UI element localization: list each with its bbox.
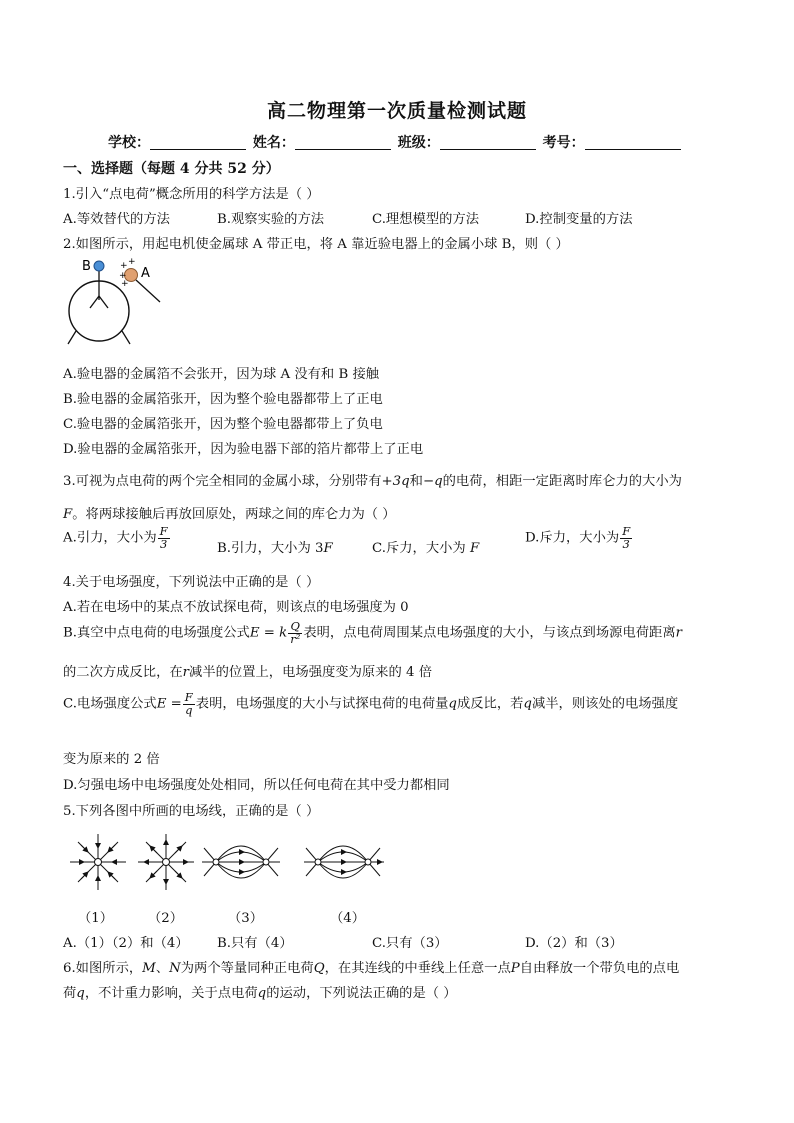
q1-stem: 1.引入“点电荷”概念所用的科学方法是（ ） <box>63 187 320 202</box>
q6-q: q <box>76 986 85 1001</box>
q6-t3: ，在其连线的中垂线上任意一点 <box>324 961 511 976</box>
q6-P: P <box>510 961 520 976</box>
q5-label-4: （4） <box>330 911 366 926</box>
section-heading: 一、选择题（每题 4 分共 52 分） <box>63 161 280 177</box>
q5-label-1: （1） <box>78 911 114 926</box>
q4-c-q2: q <box>523 696 532 712</box>
q3-option-b-f: F <box>323 541 333 556</box>
q4-stem: 4.关于电场强度，下列说法中正确的是（ ） <box>63 575 320 590</box>
class-label: 班级： <box>397 135 440 151</box>
q3-charge-plus: +3q <box>381 474 410 489</box>
q1-option-a: A.等效替代的方法 <box>63 212 170 227</box>
q2-option-a: A.验电器的金属箔不会张开，因为球 A 没有和 B 接触 <box>63 367 380 382</box>
student-info-line <box>108 132 683 152</box>
fraction-f-over-q <box>183 692 195 716</box>
q3-option-d-text: D.斥力，大小为 <box>525 530 620 546</box>
q5-option-a: A.（1）（2）和（4） <box>63 936 189 951</box>
q4-c-text4: 减半，则该处的电场强度 <box>531 696 679 712</box>
q4-c-num: F <box>184 690 193 704</box>
class-blank[interactable] <box>440 135 536 150</box>
q4-b-l2a: 的二次方成反比，在 <box>63 665 183 680</box>
q6-t4: 自由释放一个带负电的点电 <box>519 961 680 976</box>
q1-option-d: D.控制变量的方法 <box>525 212 633 227</box>
q3-text-e: 的电荷，相距一定距离时库仑力的大小为 <box>442 474 682 489</box>
q6-t2: 为两个等量同种正电荷 <box>180 961 314 976</box>
q4-b-text2: 表明，点电荷周围某点电场强度的大小，与该点到场源电荷距离 <box>303 625 676 641</box>
field-diagram-2 <box>138 834 194 890</box>
q6-sep: 、 <box>155 961 170 976</box>
svg-text:+: + <box>120 261 128 271</box>
q4-b-formula: E = k <box>249 625 288 641</box>
q6-n: N <box>169 961 181 976</box>
q3-text-c: 和 <box>409 474 423 489</box>
q4-c-q: q <box>448 696 457 712</box>
q2-option-b: B.验电器的金属箔张开，因为整个验电器都带上了正电 <box>63 392 383 407</box>
frac-den-d: 3 <box>622 536 630 551</box>
electroscope-figure <box>62 256 172 352</box>
name-label: 姓名： <box>252 135 295 151</box>
q3-text-a: 3.可视为点电荷的两个完全相同的金属小球，分别带有 <box>63 474 382 489</box>
q5-label-2: （2） <box>148 911 184 926</box>
q5-option-c: C.只有（3） <box>372 936 448 951</box>
q4-option-c-line2: 变为原来的 2 倍 <box>63 752 160 767</box>
label-a: A <box>141 266 150 281</box>
q6-t1: 6.如图所示， <box>63 961 143 976</box>
q4-c-text3: 成反比，若 <box>456 696 524 712</box>
q4-option-d: D.匀强电场中电场强度处处相同，所以任何电荷在其中受力都相同 <box>63 778 450 793</box>
q1-option-b: B.观察实验的方法 <box>217 212 325 227</box>
q6-q2: q <box>257 986 267 1001</box>
q3-option-d <box>525 526 633 550</box>
q6-line1 <box>63 957 679 976</box>
q4-c-den: q <box>185 702 193 717</box>
page-title: 高二物理第一次质量检测试题 <box>266 100 527 122</box>
q3-option-c-text: C.斥力，大小为 <box>372 541 470 556</box>
number-label: 考号： <box>542 135 585 151</box>
q2-option-c: C.验电器的金属箔张开，因为整个验电器都带上了负电 <box>63 417 383 432</box>
q6-m: M <box>142 961 156 976</box>
field-diagram-4 <box>304 846 384 878</box>
q2-option-d: D.验电器的金属箔张开，因为验电器下部的箔片都带上了正电 <box>63 442 424 457</box>
fraction-f-over-3 <box>158 526 170 550</box>
field-diagram-3 <box>202 846 280 878</box>
q3-option-a-text: A.引力，大小为 <box>63 530 157 546</box>
school-blank[interactable] <box>150 135 246 150</box>
q4-c-formula: E = <box>156 696 182 712</box>
svg-text:+: + <box>119 271 127 281</box>
q4-b-num: Q <box>288 621 302 634</box>
number-blank[interactable] <box>585 135 681 150</box>
q5-option-d: D.（2）和（3） <box>525 936 623 951</box>
q4-b-l2c: 减半的位置上，电场强度变为原来的 4 倍 <box>189 665 432 680</box>
q3-option-c <box>372 537 479 556</box>
q4-option-b <box>63 621 682 645</box>
svg-text:+: + <box>121 279 129 289</box>
label-b: B <box>82 259 91 274</box>
q3-text-line2: 。将两球接触后再放回原处，两球之间的库仑力为（ ） <box>72 507 396 522</box>
field-lines-figure <box>66 826 396 898</box>
school-label: 学校： <box>108 135 150 151</box>
q3-charge-minus: −q <box>422 474 443 489</box>
q5-stem: 5.下列各图中所画的电场线，正确的是（ ） <box>63 804 320 819</box>
svg-text:+: + <box>128 257 136 267</box>
q3-line2 <box>63 503 396 522</box>
q3-option-b <box>217 537 333 556</box>
q4-option-b-line2 <box>63 661 432 680</box>
fraction-q-over-r2 <box>288 621 302 645</box>
q4-c-text1: C.电场强度公式 <box>63 696 157 712</box>
q4-b-l2r: r <box>182 665 190 680</box>
q6-line2 <box>63 982 457 1001</box>
q3-force-f: F <box>63 507 73 522</box>
q6-t6: ，不计重力影响，关于点电荷 <box>84 986 258 1001</box>
q6-t5: 荷 <box>63 986 77 1001</box>
frac-num-d: F <box>622 524 631 538</box>
q4-c-text2: 表明，电场强度的大小与试探电荷的电荷量 <box>195 696 449 712</box>
q4-b-r: r <box>675 625 682 641</box>
q3-option-b-text: B.引力，大小为 3 <box>217 541 324 556</box>
field-diagram-1 <box>70 834 126 890</box>
q2-stem: 2.如图所示，用起电机使金属球 A 带正电，将 A 靠近验电器上的金属小球 B，则（ ） <box>63 237 569 252</box>
fraction-f-over-3-d <box>620 526 632 550</box>
q5-label-3: （3） <box>228 911 264 926</box>
q3-option-c-f: F <box>469 541 480 556</box>
name-blank[interactable] <box>295 135 391 150</box>
q4-b-text1: B.真空中点电荷的电场强度公式 <box>63 625 250 641</box>
ball-b <box>94 261 104 271</box>
frac-num: F <box>159 524 168 538</box>
q4-option-a: A.若在电场中的某点不放试探电荷，则该点的电场强度为 0 <box>63 600 409 615</box>
q6-t7: 的运动，下列说法正确的是（ ） <box>266 986 457 1001</box>
q4-option-c <box>63 692 678 716</box>
q5-option-b: B.只有（4） <box>217 936 293 951</box>
q3-option-a <box>63 526 171 550</box>
q6-Q: Q <box>313 961 325 976</box>
q3-line1 <box>63 470 682 489</box>
frac-den: 3 <box>159 536 168 551</box>
q4-b-den: r² <box>290 631 301 646</box>
q1-option-c: C.理想模型的方法 <box>372 212 480 227</box>
